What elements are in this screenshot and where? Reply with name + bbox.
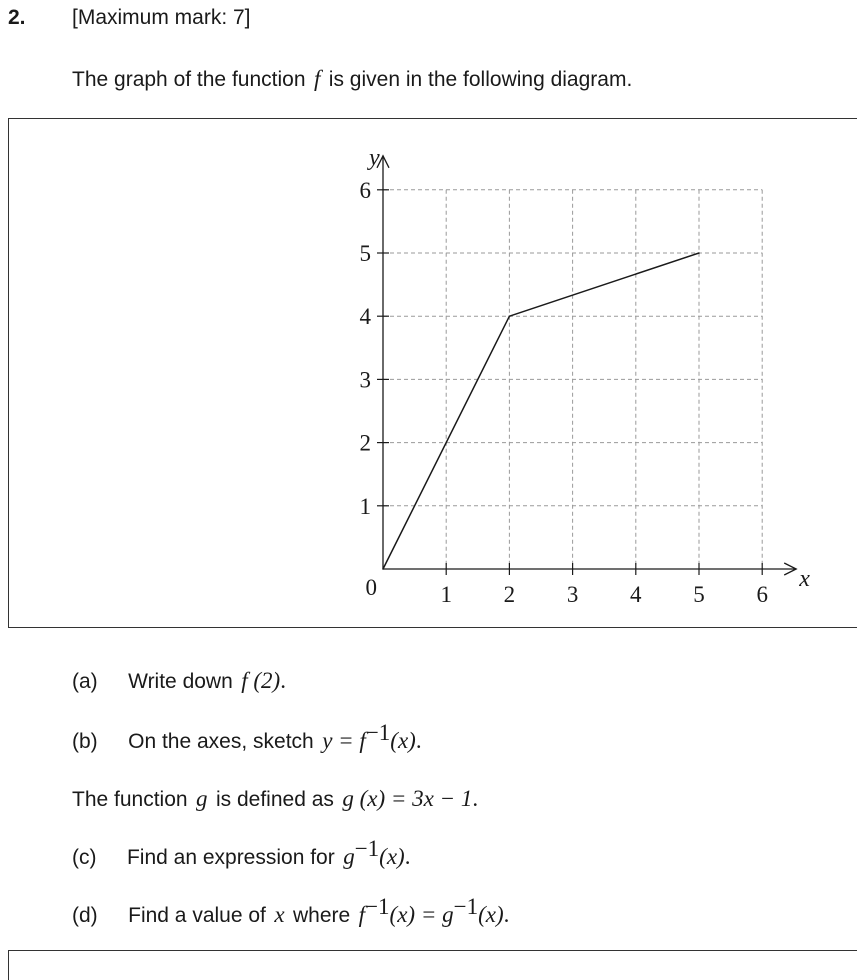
part-d-label: (d)	[72, 904, 98, 927]
part-c-label: (c)	[72, 846, 97, 869]
part-d-f-rhs: (x) = g	[389, 902, 454, 927]
intro-var: f	[313, 66, 321, 91]
part-b-label: (b)	[72, 730, 98, 753]
y-tick-label-6: 6	[359, 177, 371, 203]
intro-pre: The graph of the function	[72, 68, 306, 91]
y-axis-label: y	[369, 144, 380, 171]
part-b-math-lhs: y = f	[322, 728, 366, 753]
diagram-frame	[8, 118, 857, 628]
function-f-line-0	[383, 253, 699, 569]
part-d-f: f	[358, 902, 366, 927]
g-def-text2: is defined as	[215, 788, 334, 811]
part-d-var: x	[274, 902, 285, 927]
y-tick-label-1: 1	[359, 493, 371, 519]
function-f-point-1	[509, 315, 511, 317]
x-axis-label: x	[799, 566, 810, 592]
answer-box[interactable]	[8, 950, 857, 980]
part-a	[72, 668, 286, 694]
part-d	[72, 893, 510, 928]
part-a-text: Write down	[128, 670, 233, 693]
part-a-tail: .	[280, 668, 286, 693]
part-b-math-rhs: (x)	[390, 728, 416, 753]
part-c-text: Find an expression for	[126, 846, 335, 869]
y-tick-label-4: 4	[359, 304, 371, 330]
g-def-tail: .	[472, 786, 479, 811]
g-definition	[72, 786, 478, 812]
part-c-tail: .	[404, 844, 411, 869]
part-d-g-sup: −1	[453, 893, 479, 919]
part-b-text: On the axes, sketch	[128, 730, 314, 753]
x-tick-label-4: 4	[630, 582, 642, 607]
part-d-f-sup: −1	[365, 893, 390, 919]
y-tick-label-2: 2	[359, 430, 371, 456]
function-f-point-0	[382, 568, 384, 570]
g-def-text: The function	[72, 788, 188, 811]
question-intro	[72, 66, 632, 92]
part-c-math-lhs: g	[343, 844, 355, 869]
x-tick-label-1: 1	[440, 582, 452, 607]
max-mark: [Maximum mark: 7]	[72, 6, 251, 29]
x-tick-label-2: 2	[503, 582, 516, 607]
question-number: 2.	[8, 6, 26, 29]
part-a-math: f (2)	[241, 668, 281, 693]
x-tick-label-5: 5	[693, 582, 705, 607]
part-b-tail: .	[415, 728, 422, 753]
part-a-label: (a)	[72, 670, 98, 693]
part-b-sup: −1	[365, 719, 391, 745]
x-tick-label-3: 3	[566, 582, 579, 607]
part-b	[72, 719, 422, 754]
part-c	[72, 835, 411, 870]
function-f-point-2	[698, 252, 700, 254]
y-tick-label-3: 3	[359, 367, 371, 393]
origin-label: 0	[365, 575, 377, 600]
intro-post: is given in the following diagram.	[328, 68, 633, 91]
x-tick-label-6: 6	[756, 582, 768, 607]
graph-of-f	[8, 118, 857, 628]
part-d-g-rhs: (x)	[478, 902, 504, 927]
part-d-text2: where	[293, 904, 351, 927]
g-def-math: g (x) = 3x − 1	[342, 786, 473, 811]
part-d-text: Find a value of	[128, 904, 266, 927]
part-c-sup: −1	[354, 835, 380, 861]
y-tick-label-5: 5	[359, 241, 371, 266]
part-d-tail: .	[503, 902, 510, 927]
part-c-math-rhs: (x)	[379, 844, 405, 869]
g-def-var: g	[196, 786, 208, 811]
